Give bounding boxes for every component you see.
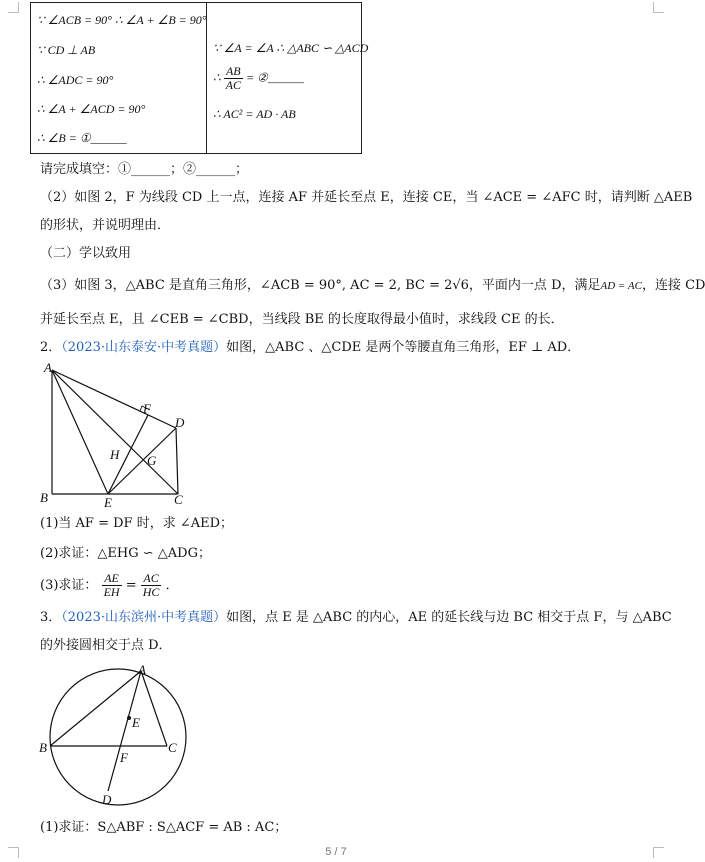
- label-d: D: [175, 415, 185, 430]
- sub-3-prefix: (3)求证：: [40, 578, 98, 593]
- label-g: G: [147, 453, 157, 468]
- problem-2-stem: 如图，△ABC 、△CDE 是两个等腰直角三角形，EF ⊥ AD．: [226, 340, 581, 355]
- q3-line-1: [40, 278, 705, 294]
- q2-line-1: （2）如图 2，F 为线段 CD 上一点，连接 AF 并延长至点 E，连接 CE，当 ∠ACE = ∠AFC 时，请判断 △AEB: [40, 190, 693, 205]
- problem-3-source: （2023·山东滨州·中考真题）: [61, 610, 227, 625]
- fill-prompt: 请完成填空：①______；②______；: [40, 162, 249, 177]
- seg-ad: [52, 370, 176, 428]
- proof-left-line-1: ∵ ∠ACB = 90° ∴ ∠A + ∠B = 90°: [37, 13, 207, 27]
- seg-ab: [50, 671, 141, 746]
- label-a: A: [44, 360, 52, 375]
- seg-ac: [52, 370, 178, 494]
- proof-left-line-5: ∴ ∠B = ①______: [37, 131, 127, 145]
- problem-3-header: [40, 610, 672, 626]
- proof-table: [30, 2, 369, 154]
- incenter-point: [127, 716, 131, 720]
- seg-ac: [141, 671, 167, 746]
- proof-right-cell: [207, 3, 369, 154]
- problem-3-stem-2: 的外接圆相交于点 D．: [40, 638, 172, 653]
- label-d: D: [102, 792, 112, 807]
- sub-3-eq: =: [125, 578, 137, 593]
- corner-mark-tr: [653, 2, 664, 13]
- label-f: F: [143, 401, 151, 416]
- problem-3-figure: [36, 660, 196, 808]
- problem-2-sub-2: (2)求证：△EHG ∽ △ADG；: [40, 546, 211, 561]
- problem-2-figure: [36, 360, 196, 510]
- sub-3-frac-2: [141, 572, 162, 599]
- label-c: C: [168, 740, 177, 755]
- proof-left-line-2: ∵ CD ⊥ AB: [37, 43, 96, 57]
- proof-fraction: [224, 65, 243, 92]
- problem-3-sub-1: (1)求证：S△ABF : S△ACF = AB : AC；: [40, 820, 288, 835]
- problem-2-source: （2023·山东泰安·中考真题）: [61, 340, 227, 355]
- problem-2-sub-3: [40, 572, 179, 599]
- label-h: H: [110, 447, 120, 462]
- proof-frac-den: AC: [225, 78, 241, 92]
- proof-right-line-3: ∴ AC² = AD · AB: [213, 107, 296, 121]
- label-e: E: [104, 495, 112, 510]
- label-c: C: [174, 492, 183, 507]
- label-b: B: [39, 740, 47, 755]
- proof-frac-num: AB: [224, 65, 243, 79]
- label-e: E: [132, 715, 140, 730]
- proof-right-line-2: ∴ $\frac{AB}{AC}$ = ②______: [213, 64, 304, 92]
- sub-3-frac-2-num: AC: [141, 572, 162, 586]
- q2-line-2: 的形状，并说明理由．: [40, 218, 171, 233]
- q3-line-1-small: AD = AC: [600, 280, 642, 292]
- sub-3-frac-1: [102, 572, 122, 599]
- proof-left-line-3: ∴ ∠ADC = 90°: [37, 73, 114, 87]
- problem-3-number: 3．: [40, 610, 62, 625]
- seg-ae: [52, 370, 108, 494]
- sub-3-frac-1-num: AE: [102, 572, 122, 586]
- q3-line-1-b: ，连接 CD: [641, 278, 705, 293]
- proof-right-line-2-tail: = ②______: [245, 70, 304, 85]
- problem-2-number: 2．: [40, 340, 62, 355]
- proof-left-cell: [31, 3, 207, 154]
- seg-cd: [176, 428, 178, 494]
- sub-3-frac-1-den: EH: [103, 585, 120, 599]
- q3-line-1-a: （3）如图 3，△ABC 是直角三角形，∠ACB = 90°, AC = 2, BC = 2√6，平面内一点 D，满足: [40, 278, 601, 293]
- proof-right-line-1: ∵ ∠A = ∠A ∴ △ABC ∽ △ACD: [213, 41, 369, 55]
- label-f: F: [120, 750, 128, 765]
- seg-ad: [108, 671, 141, 791]
- label-b: B: [40, 490, 48, 505]
- problem-2-header: [40, 340, 580, 356]
- corner-mark-tl: [8, 2, 19, 13]
- q3-line-2: 并延长至点 E，且 ∠CEB = ∠CBD，当线段 BE 的长度取得最小值时，求线段 CE 的长．: [40, 312, 564, 327]
- label-a: A: [138, 662, 146, 677]
- proof-left-line-4: ∴ ∠A + ∠ACD = 90°: [37, 102, 146, 116]
- problem-2-sub-1: (1)当 AF = DF 时，求 ∠AED；: [40, 516, 234, 531]
- problem-3-stem: 如图，点 E 是 △ABC 的内心，AE 的延长线与边 BC 相交于点 F，与 △ABC: [226, 610, 672, 625]
- sub-3-end: ．: [165, 578, 179, 593]
- sub-3-frac-2-den: HC: [142, 585, 160, 599]
- section-title: （二）学以致用: [40, 246, 132, 261]
- page-number: 5 / 7: [325, 846, 347, 858]
